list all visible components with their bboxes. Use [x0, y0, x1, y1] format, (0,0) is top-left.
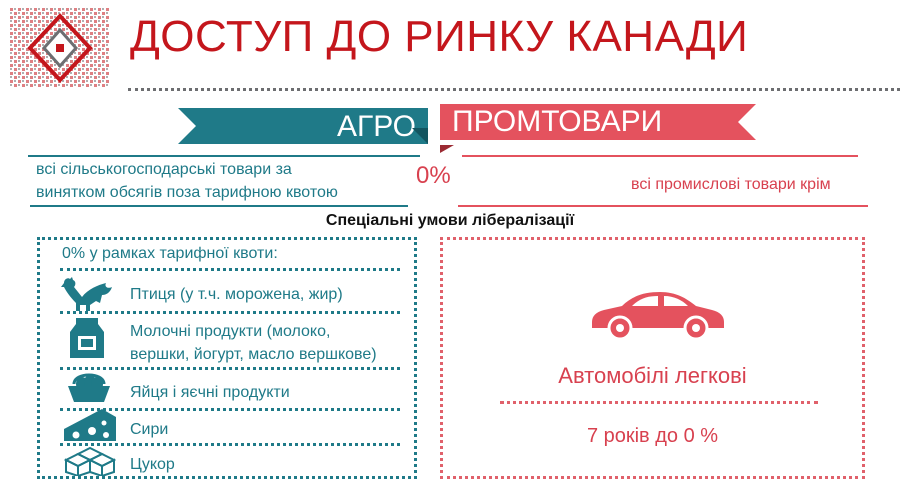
industrial-bottom-line [458, 205, 868, 207]
auto-divider [500, 401, 818, 404]
agro-description-line2: винятком обсягів поза тарифною квотою [36, 184, 338, 201]
egg-basket-icon [66, 368, 112, 409]
milk-carton-icon [70, 318, 104, 363]
item-poultry-label: Птиця (у т.ч. морожена, жир) [130, 286, 343, 303]
car-icon [588, 288, 726, 345]
item-cheese-label: Сири [130, 421, 169, 438]
agro-bottom-line [30, 205, 408, 207]
item-eggs-label: Яйця і яєчні продукти [130, 384, 290, 401]
auto-label: Автомобілі легкові [558, 363, 747, 388]
item-dairy-label-line2: вершки, йогурт, масло вершкове) [130, 346, 377, 363]
industrial-ribbon-fold [440, 140, 454, 148]
page-title: ДОСТУП ДО РИНКУ КАНАДИ [130, 12, 749, 61]
title-divider [128, 88, 900, 91]
quota-divider-0 [60, 268, 400, 271]
quota-divider-1 [60, 311, 400, 314]
quota-heading: 0% у рамках тарифної квоти: [62, 245, 278, 262]
auto-term: 7 років до 0 % [586, 425, 719, 447]
special-conditions-heading: Спеціальні умови лібералізації [325, 212, 575, 229]
agro-description-line1: всі сільськогосподарські товари за [36, 161, 292, 178]
cheese-icon [62, 407, 118, 448]
agro-description [36, 158, 416, 204]
item-sugar-label: Цукор [130, 456, 175, 473]
agro-ribbon-fold [412, 128, 428, 144]
ornament-logo [10, 8, 110, 88]
tariff-rate: 0% [416, 162, 451, 189]
sugar-cubes-icon [64, 446, 116, 481]
item-dairy-label-line1: Молочні продукти (молоко, [130, 323, 331, 340]
item-dairy-label [130, 320, 377, 366]
agro-ribbon-label: АГРО [337, 110, 416, 143]
industrial-description: всі промислові товари крім [631, 176, 831, 193]
industrial-ribbon [440, 104, 756, 140]
industrial-ribbon-label: ПРОМТОВАРИ [452, 105, 663, 138]
agro-top-line [28, 155, 420, 157]
agro-ribbon [178, 108, 428, 144]
industrial-top-line [462, 155, 858, 157]
